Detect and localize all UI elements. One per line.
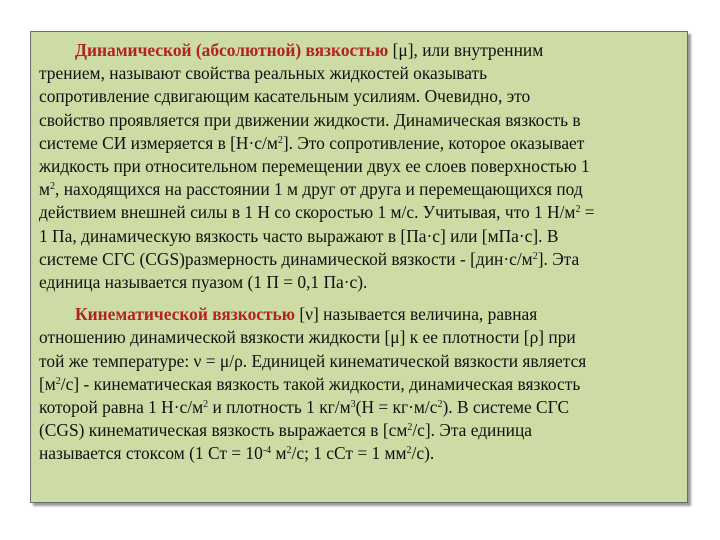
text-segment: /с]. Эта единица: [412, 420, 533, 441]
text-line: [39, 109, 679, 132]
superscript: 2: [277, 134, 283, 146]
text-segment: и плотность 1 кг/м: [208, 397, 351, 418]
term-highlight: Кинематической вязкостью: [75, 304, 296, 325]
paragraph-kinematic-viscosity: [39, 303, 679, 465]
text-segment: жидкость при относительном перемещении двух ее слоев поверхностью 1: [39, 156, 590, 177]
text-line: [39, 248, 679, 271]
text-segment: [м: [39, 373, 56, 394]
term-highlight: Динамической (абсолютной) вязкостью: [75, 40, 389, 60]
text-segment: отношению динамической вязкости жидкости [μ] к ее плотности [ρ] при: [39, 327, 576, 348]
text-line: [39, 85, 679, 108]
superscript: 3: [350, 399, 356, 411]
text-line: [39, 396, 679, 419]
text-segment: действием внешней силы в 1 Н со скоростью 1 м/с. Учитывая, что 1 Н/м: [39, 202, 576, 223]
text-segment: сопротивление сдвигающим касательным усилиям. Очевидно, это: [39, 86, 531, 107]
text-segment: /с; 1 сСт = 1 мм: [291, 443, 407, 464]
text-segment: =: [580, 202, 595, 223]
text-segment: м: [271, 443, 287, 464]
paragraph-dynamic-viscosity: [39, 39, 679, 294]
text-line: [39, 350, 679, 373]
text-segment: той же температуре: ν = μ/ρ. Единицей кинематической вязкости является: [39, 350, 587, 371]
superscript: 2: [532, 250, 538, 262]
text-line: [39, 62, 679, 85]
text-line: [39, 178, 679, 201]
text-segment: ]. Это сопротивление, которое оказывает: [282, 132, 585, 153]
text-segment: (Н = кг·м/с: [355, 397, 438, 418]
text-segment: свойство проявляется при движении жидкости. Динамическая вязкость в: [39, 109, 581, 130]
text-line: [39, 39, 679, 62]
superscript: 2: [437, 399, 443, 411]
text-segment: [μ], или внутренним: [388, 40, 544, 60]
text-line: [39, 442, 679, 465]
superscript: 2: [55, 375, 61, 387]
superscript: 2: [406, 445, 412, 457]
text-line: [39, 132, 679, 155]
superscript: -4: [262, 445, 272, 457]
superscript: 2: [575, 204, 581, 216]
text-segment: ]. Эта: [537, 248, 580, 269]
text-line: [39, 225, 679, 248]
text-block: [39, 39, 679, 466]
text-segment: м: [39, 179, 51, 200]
text-line: [39, 419, 679, 442]
superscript: 2: [407, 422, 413, 434]
text-segment: называется стоксом (1 Ст = 10: [39, 443, 263, 464]
text-segment: [ν] называется величина, равная: [295, 304, 538, 325]
text-segment: системе СГС (CGS)размерность динамической вязкости - [дин·с/м: [39, 248, 533, 269]
text-segment: трением, называют свойства реальных жидкостей оказывать: [39, 63, 488, 84]
text-segment: /с] - кинематическая вязкость такой жидкости, динамическая вязкость: [60, 373, 581, 394]
text-segment: 1 Па, динамическую вязкость часто выражают в [Па·с] или [мПа·с]. В: [39, 225, 559, 246]
text-line: [39, 201, 679, 224]
text-segment: , находящихся на расстоянии 1 м друг от друга и перемещающихся под: [55, 179, 583, 200]
text-segment: системе СИ измеряется в [Н·с/м: [39, 132, 278, 153]
text-segment: /с).: [411, 443, 435, 464]
text-segment: (CGS) кинематическая вязкость выражается в [см: [39, 420, 408, 441]
superscript: 2: [50, 181, 56, 193]
superscript: 2: [286, 445, 292, 457]
text-line: [39, 155, 679, 178]
slide-text-box: [30, 31, 688, 503]
text-segment: которой равна 1 Н·с/м: [39, 397, 204, 418]
text-segment: единица называется пуазом (1 П = 0,1 Па·с).: [39, 272, 368, 293]
text-line: [39, 303, 679, 326]
text-line: [39, 326, 679, 349]
text-segment: ). В системе СГС: [442, 397, 570, 418]
text-line: [39, 271, 679, 294]
text-line: [39, 373, 679, 396]
superscript: 2: [203, 399, 209, 411]
